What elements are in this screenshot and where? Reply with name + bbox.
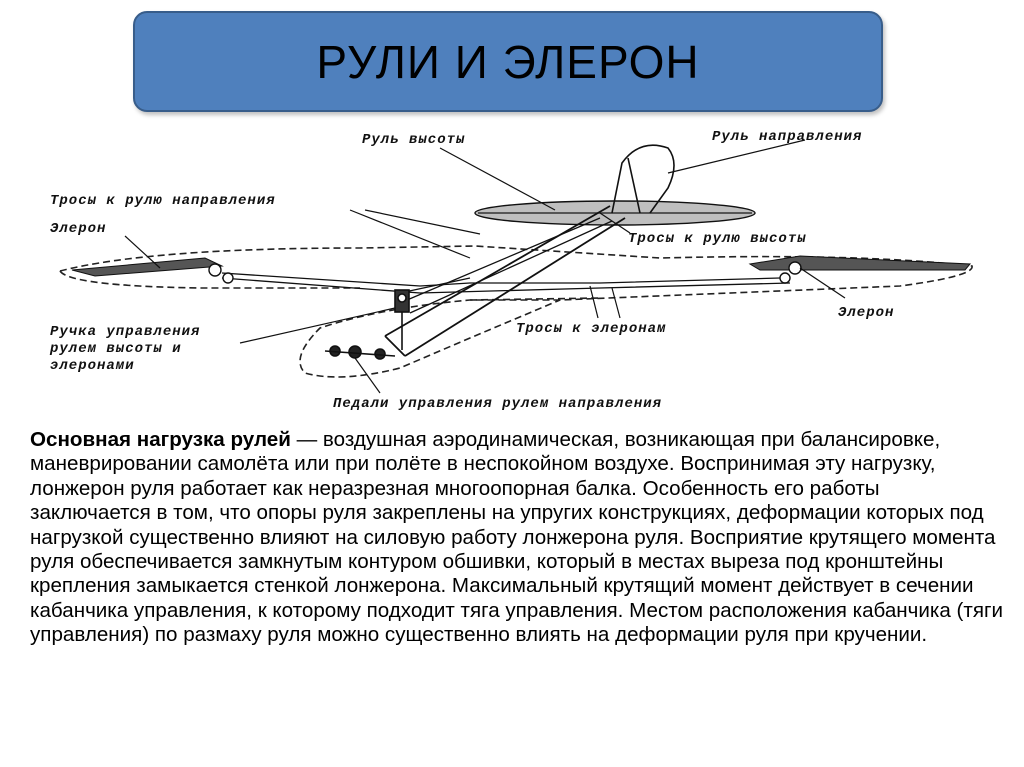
body-paragraph [30, 428, 1005, 648]
label-aileron-right: Элерон [838, 305, 895, 321]
body-text: — воздушная аэродинамическая, возникающая при балансировке, маневрировании самолёта или при полёте в неспокойном воздухе. Воспринимая эту нагрузку, лонжерон руля работает как неразрезная многоопорная балка. Особенность его работы заключается в том, что опоры руля закреплены на упругих конструкциях, деформации которых под нагрузкой существенно влияют на силовую работу лонжерона руля. Восприятие крутящего момента руля обеспечивается замкнутым контуром обшивки, который в местах выреза под кронштейны крепления замыкается стенкой лонжерона. Максимальный крутящий момент действует в сечении кабанчика управления, к которому подходит тяга управления. Местом расположения кабанчика (тяги управления) по размаху руля можно существенно влиять на деформации руля при кручении. [30, 428, 1003, 647]
label-stick-line2: рулем высоты и [50, 341, 182, 357]
label-aileron-left: Элерон [50, 221, 107, 237]
aircraft-control-diagram [0, 118, 1024, 418]
label-cables-ailerons: Тросы к элеронам [516, 321, 667, 337]
right-aileron-shape [750, 256, 970, 270]
label-rudder: Руль направления [712, 129, 863, 145]
aileron-shapes [72, 256, 970, 276]
body-lead-bold: Основная нагрузка рулей [30, 428, 291, 451]
label-pedals: Педали управления рулем направления [333, 396, 663, 412]
label-stick-line3: элеронами [50, 358, 135, 374]
label-cables-elevator: Тросы к рулю высоты [628, 231, 807, 247]
rudder-pedals [325, 346, 395, 359]
control-stick [395, 290, 409, 350]
slide-title: РУЛИ И ЭЛЕРОН [316, 35, 700, 88]
horizontal-stabilizer [475, 201, 755, 225]
label-cables-rudder: Тросы к рулю направления [50, 193, 276, 209]
left-aileron-shape [72, 258, 222, 276]
label-stick-line1: Ручка управления [50, 324, 201, 340]
title-banner [133, 11, 883, 112]
label-elevator: Руль высоты [362, 132, 466, 148]
